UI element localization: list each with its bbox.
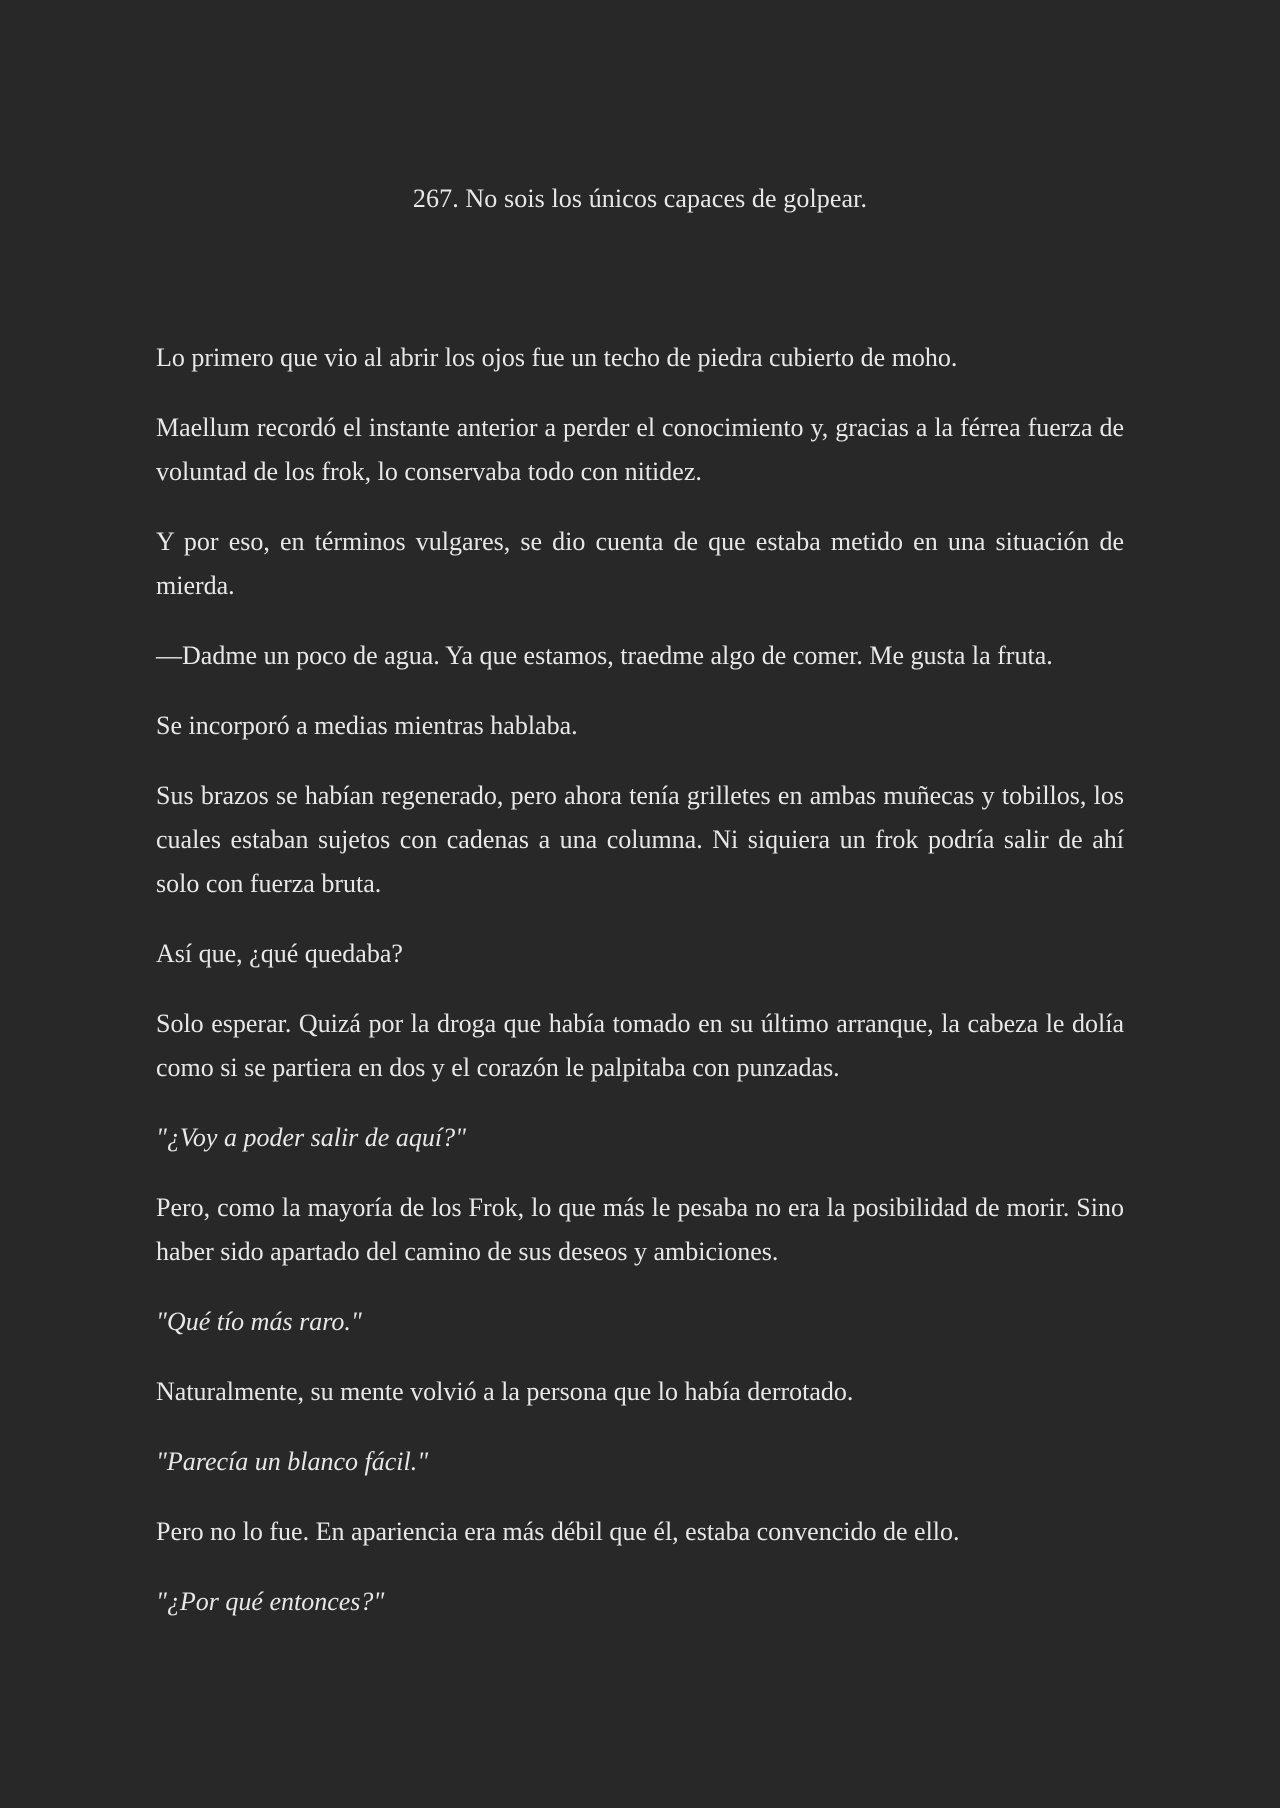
paragraph: Naturalmente, su mente volvió a la persona que lo había derrotado. <box>156 1377 854 1406</box>
chapter-content <box>156 336 1124 1624</box>
paragraph: Así que, ¿qué quedaba? <box>156 939 403 968</box>
paragraph: Pero, como la mayoría de los Frok, lo que más le pesaba no era la posibilidad de morir. Sino haber sido apartado del camino de sus deseos y ambiciones. <box>156 1193 1124 1266</box>
thought-paragraph: "¿Por qué entonces?" <box>156 1587 385 1616</box>
paragraph: Solo esperar. Quizá por la droga que había tomado en su último arranque, la cabeza le dolía como si se partiera en dos y el corazón le palpitaba con punzadas. <box>156 1009 1124 1082</box>
paragraph: Y por eso, en términos vulgares, se dio cuenta de que estaba metido en una situación de mierda. <box>156 527 1124 600</box>
dialogue-paragraph: —Dadme un poco de agua. Ya que estamos, traedme algo de comer. Me gusta la fruta. <box>156 641 1053 670</box>
paragraph: Pero no lo fue. En apariencia era más débil que él, estaba convencido de ello. <box>156 1517 960 1546</box>
paragraph: Maellum recordó el instante anterior a perder el conocimiento y, gracias a la férrea fuerza de voluntad de los frok, lo conservaba todo con nitidez. <box>156 413 1124 486</box>
thought-paragraph: "Qué tío más raro." <box>156 1307 362 1336</box>
chapter-title: 267. No sois los únicos capaces de golpear. <box>412 184 868 213</box>
thought-paragraph: "¿Voy a poder salir de aquí?" <box>156 1123 466 1152</box>
thought-paragraph: "Parecía un blanco fácil." <box>156 1447 429 1476</box>
paragraph: Sus brazos se habían regenerado, pero ahora tenía grilletes en ambas muñecas y tobillos, los cuales estaban sujetos con cadenas a una columna. Ni siquiera un frok podría salir de ahí solo con fuerza bruta. <box>156 781 1124 898</box>
paragraph: Lo primero que vio al abrir los ojos fue un techo de piedra cubierto de moho. <box>156 343 958 372</box>
paragraph: Se incorporó a medias mientras hablaba. <box>156 711 578 740</box>
